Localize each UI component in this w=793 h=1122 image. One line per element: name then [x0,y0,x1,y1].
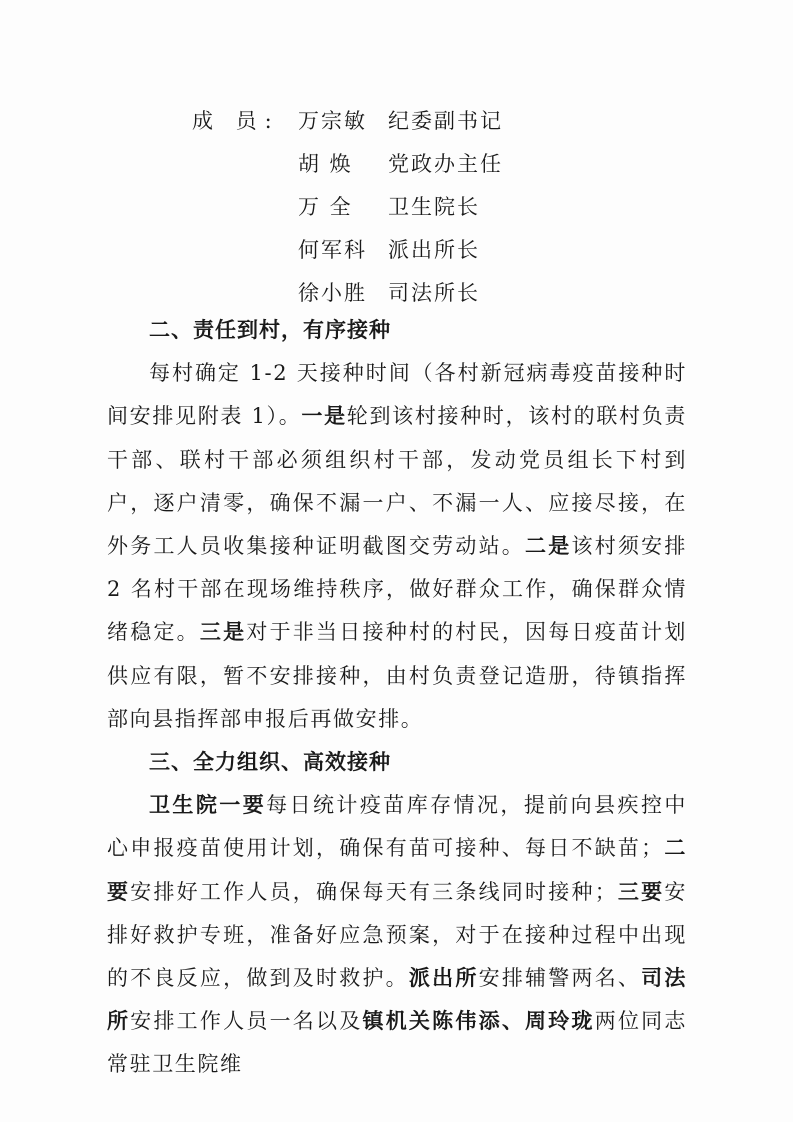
paragraph-text: 两位同志常驻卫生院维 [107,1009,688,1077]
emphasis-text: 二要 [107,836,687,904]
member-row [192,184,503,227]
member-row [192,141,503,184]
section-2-paragraph [107,352,687,741]
emphasis-text: 卫生院一要 [149,793,267,818]
paragraph-text: 每日统计疫苗库存情况，提前向县疾控中心申报疫苗使用计划，确保有苗可接种、每日不缺苗； [107,793,687,861]
member-role: 司法所长 [388,280,480,305]
emphasis-text: 一是 [301,404,347,429]
paragraph-text: 对于非当日接种村的村民，因每日疫苗计划供应有限，暂不安排接种，由村负责登记造册，待镇指挥部向县指挥部申报后再做安排。 [107,620,687,731]
members-list [192,98,503,313]
member-row [192,270,503,313]
emphasis-text: 二是 [525,534,572,558]
paragraph-text: 安排好救护专班，准备好应急预案，对于在接种过程中出现的不良反应，做到及时救护。 [107,879,687,991]
document-body [107,309,687,1087]
emphasis-text: 三是 [199,620,247,645]
paragraph-text: 安排辅警两名、 [478,966,642,991]
member-name: 胡 焕 [298,151,353,176]
paragraph-text: 该村须安排 2 名村干部在现场维持秩序，做好群众工作，确保群众情绪稳定。 [107,534,687,645]
emphasis-text: 司法所 [107,966,687,1034]
member-role: 派出所长 [388,237,480,262]
member-row [192,227,503,270]
member-role: 卫生院长 [388,194,480,219]
member-role: 纪委副书记 [388,108,503,133]
member-role: 党政办主任 [388,151,503,176]
section-heading-3: 三、全力组织、高效接种 [149,750,391,775]
member-name: 万宗敏 [298,108,367,133]
paragraph-text: 安排工作人员一名以及 [130,1009,363,1034]
member-name: 万 全 [298,194,353,219]
paragraph-text: 轮到该村接种时，该村的联村负责干部、联村干部必须组织村干部，发动党员组长下村到户，逐户清零，确保不漏一户、不漏一人、应接尽接，在外务工人员收集接种证明截图交劳动站。 [107,404,687,558]
section-heading-2: 二、责任到村，有序接种 [149,318,391,342]
emphasis-text: 派出所 [408,966,479,991]
paragraph-text: 每村确定 1-2 天接种时间（各村新冠病毒疫苗接种时间安排见附表 1）。 [107,361,687,429]
emphasis-text: 三要 [617,879,665,904]
paragraph-text: 安排好工作人员，确保每天有三条线同时接种； [130,879,618,904]
member-row [192,98,503,141]
member-name: 徐小胜 [298,280,367,305]
members-label: 成 员: [192,108,280,133]
member-name: 何军科 [298,237,367,262]
emphasis-text: 镇机关陈伟添、周玲珑 [362,1009,595,1034]
section-3-paragraph [107,784,687,1086]
